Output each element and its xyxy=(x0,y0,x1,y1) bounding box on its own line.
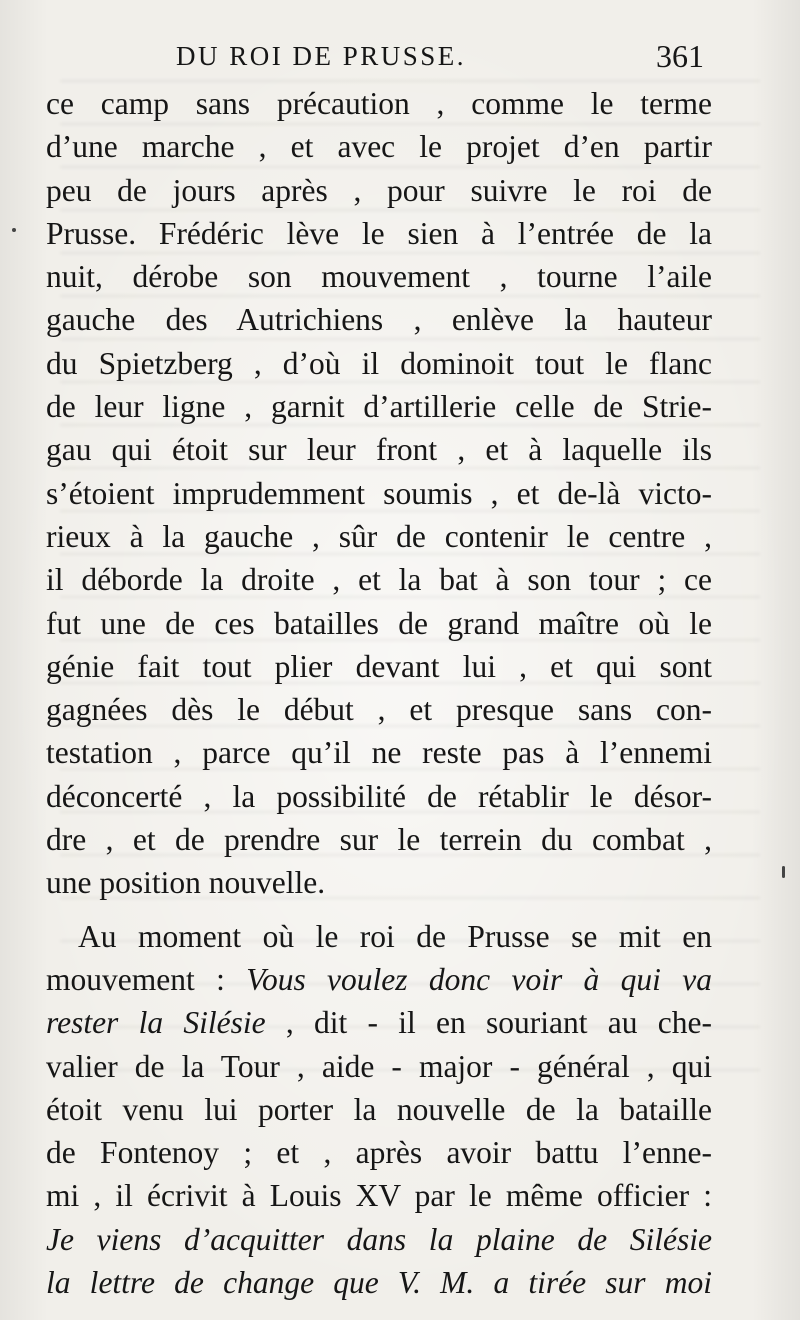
italic-quote: Vous voulez donc voir à qui va xyxy=(246,961,712,997)
text-line: peu de jours après , pour suivre le roi de xyxy=(46,172,712,208)
paragraph-end-line: une position nouvelle. xyxy=(46,865,326,901)
page-header xyxy=(176,36,716,76)
running-head: DU ROI DE PRUSSE. xyxy=(176,41,467,71)
text-line: déconcerté , la possibilité de rétablir le désor- xyxy=(46,778,712,814)
text-line: s’étoient imprudemment soumis , et de-là victo- xyxy=(46,475,712,511)
text-line: gagnées dès le début , et presque sans con- xyxy=(46,692,712,728)
text-line: gau qui étoit sur leur front , et à laquelle ils xyxy=(46,432,712,468)
roman-text: mouvement : xyxy=(46,961,247,997)
text-line: valier de la Tour , aide - major - général , qui xyxy=(46,1048,712,1084)
text-line: ce camp sans précaution , comme le terme xyxy=(46,86,712,121)
italic-quote-line: Je viens d’acquitter dans la plaine de Silésie xyxy=(46,1221,712,1257)
text-line: de leur ligne , garnit d’artillerie celle de Strie- xyxy=(46,389,712,425)
text-line: nuit, dérobe son mouvement , tourne l’aile xyxy=(46,259,712,295)
text-line-with-italic xyxy=(46,1001,712,1044)
text-line: dre , et de prendre sur le terrein du combat , xyxy=(46,822,712,858)
text-line: gauche des Autrichiens , enlève la hauteur xyxy=(46,302,712,338)
text-line: fut une de ces batailles de grand maître où le xyxy=(46,605,712,641)
body-text xyxy=(46,82,712,1304)
text-line-with-italic xyxy=(46,958,712,1001)
paragraph-gap xyxy=(46,905,712,915)
roman-text: , dit - il en souriant au che- xyxy=(265,1005,712,1041)
text-line: génie fait tout plier devant lui , et qui sont xyxy=(46,648,712,684)
margin-speck xyxy=(12,228,16,232)
italic-quote: rester la Silésie xyxy=(46,1005,266,1041)
margin-speck-right xyxy=(782,866,785,878)
text-line: Prusse. Frédéric lève le sien à l’entrée de la xyxy=(46,215,712,251)
text-line: il déborde la droite , et la bat à son tour ; ce xyxy=(46,562,712,598)
paragraph-start-line: Au moment où le roi de Prusse se mit en xyxy=(78,918,712,954)
text-line: testation , parce qu’il ne reste pas à l’ennemi xyxy=(46,735,712,771)
text-line: de Fontenoy ; et , après avoir battu l’enne- xyxy=(46,1135,712,1171)
text-segment xyxy=(46,1005,712,1040)
italic-quote-line: la lettre de change que V. M. a tirée sur moi xyxy=(46,1265,712,1301)
text-line: d’une marche , et avec le projet d’en partir xyxy=(46,129,712,165)
text-line: mi , il écrivit à Louis XV par le même officier : xyxy=(46,1178,712,1214)
text-line: du Spietzberg , d’où il dominoit tout le flanc xyxy=(46,345,712,381)
text-line: étoit venu lui porter la nouvelle de la bataille xyxy=(46,1091,712,1127)
page-number: 361 xyxy=(656,38,704,74)
text-line: rieux à la gauche , sûr de contenir le centre , xyxy=(46,518,712,554)
text-segment xyxy=(46,962,712,997)
